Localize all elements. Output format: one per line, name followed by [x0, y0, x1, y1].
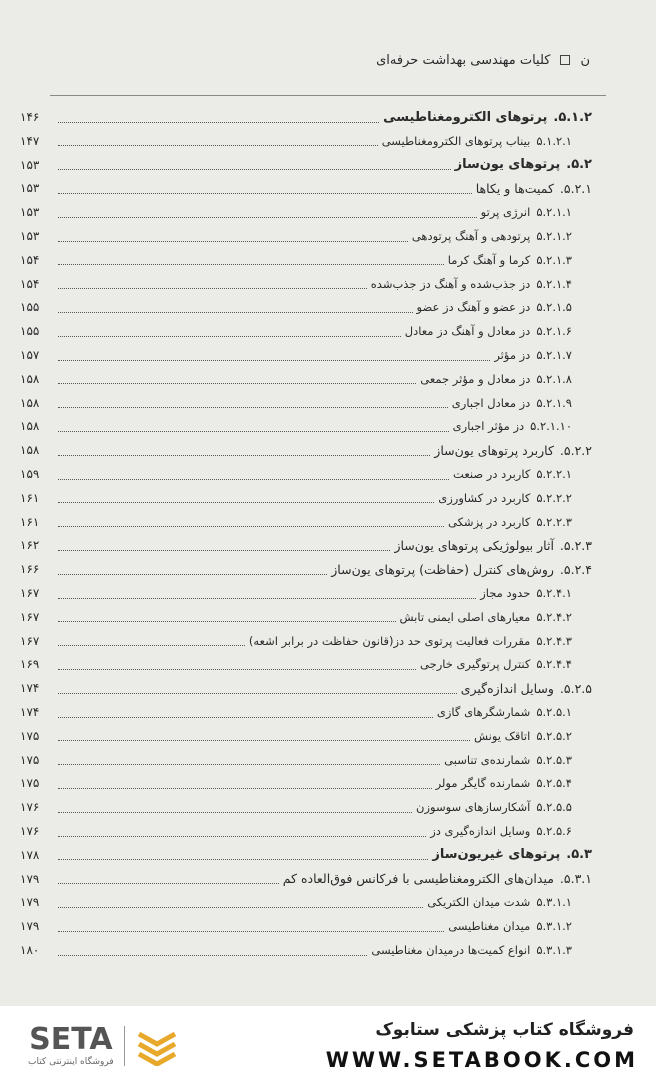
toc-entry-page: ۱۵۴: [20, 252, 40, 267]
book-stack-icon: [135, 1026, 179, 1066]
book-title: کلیات مهندسی بهداشت حرفه‌ای: [376, 52, 551, 68]
toc-entry-number: ۵.۲.۴.۴: [536, 657, 572, 672]
toc-entry-title: پرتودهی و آهنگ پرتودهی: [411, 229, 531, 243]
toc-entry-number: ۵.۲.۳.: [559, 537, 592, 553]
dot-leader: [58, 564, 327, 575]
toc-entry-title: انواع کمیت‌ها درمیدان مغناطیسی: [371, 943, 531, 957]
toc-entry: [20, 392, 592, 414]
toc-entry-page: ۱۵۹: [20, 467, 40, 481]
toc-entry: [20, 154, 592, 176]
dot-leader: [58, 207, 477, 218]
toc-entry-number: ۵.۲.۴.۲: [536, 609, 572, 624]
toc-entry-title: شمارنده‌ی تناسبی: [444, 752, 531, 767]
toc-entry-number: ۵.۳.۱.۳: [536, 943, 572, 957]
logo-subtitle: فروشگاه اینترنتی کتاب: [28, 1057, 114, 1067]
toc-entry-number: ۵.۲.۲.: [559, 442, 592, 458]
toc-entry-number: ۵.۲.۲.۱: [536, 467, 572, 481]
toc-entry-title: مقررات فعالیت پرتوی حد دز(قانون حفاظت در برابر اشعه): [248, 633, 531, 648]
toc-entry-title: پرتوهای غیریون‌ساز: [432, 847, 561, 863]
store-footer: [0, 1006, 656, 1080]
toc-entry-title: میدان مغناطیسی: [448, 919, 531, 934]
dot-leader: [58, 183, 472, 194]
toc-entry: [20, 177, 592, 199]
toc-entry: [20, 939, 592, 961]
toc-entry: [20, 368, 592, 390]
toc-entry-title: دز معادل و آهنگ دز معادل: [404, 324, 531, 339]
toc-entry-page: ۱۷۵: [20, 728, 40, 743]
toc-entry: [20, 772, 592, 794]
toc-entry: [20, 868, 592, 890]
toc-entry-title: پرتوهای الکترومغناطیسی: [383, 109, 548, 125]
toc-entry-number: ۵.۳.۱.: [559, 871, 592, 887]
toc-entry-number: ۵.۲.: [566, 157, 592, 173]
toc-entry: [20, 511, 592, 533]
toc-entry-title: کاربرد در کشاورزی: [438, 490, 531, 505]
toc-entry-number: ۵.۲.۱.: [559, 180, 592, 196]
toc-entry: [20, 844, 592, 866]
toc-entry-number: ۵.۳.۱.۲: [536, 919, 572, 934]
toc-entry-page: ۱۶۶: [20, 562, 40, 577]
toc-entry-title: کاربرد در صنعت: [453, 467, 531, 481]
dot-leader: [58, 231, 408, 242]
toc-entry-page: ۱۵۳: [20, 205, 40, 220]
dot-leader: [58, 849, 428, 860]
toc-entry-title: آثار بیولوژیکی پرتوهای یون‌ساز: [394, 537, 554, 553]
toc-entry-page: ۱۷۶: [20, 800, 40, 815]
toc-entry: [20, 749, 592, 771]
dot-leader: [58, 254, 444, 265]
dot-leader: [58, 754, 440, 765]
dot-leader: [58, 826, 426, 837]
square-bullet-icon: [560, 55, 570, 65]
toc-entry-number: ۵.۲.۵.۲: [536, 728, 572, 743]
toc-entry: [20, 701, 592, 723]
logo-wordmark: SETA: [29, 1022, 113, 1057]
toc-entry-title: پرتوهای یون‌ساز: [454, 157, 561, 173]
toc-entry: [20, 320, 592, 342]
toc-entry-page: ۱۵۸: [20, 371, 40, 386]
toc-entry: [20, 463, 592, 485]
toc-entry-number: ۵.۲.۵.۴: [536, 776, 572, 791]
toc-entry-page: ۱۶۹: [20, 657, 40, 672]
toc-entry-title: دز جذب‌شده و آهنگ دز جذب‌شده: [370, 276, 531, 291]
dot-leader: [58, 373, 416, 384]
toc-entry-page: ۱۷۹: [20, 871, 40, 886]
toc-entry: [20, 344, 592, 366]
toc-entry-page: ۱۸۰: [20, 943, 40, 957]
dot-leader: [58, 492, 434, 503]
toc-entry-number: ۵.۲.۱.۵: [536, 300, 572, 315]
toc-entry: [20, 415, 592, 437]
toc-entry-page: ۱۵۸: [20, 419, 40, 434]
toc-entry-number: ۵.۱.۲.: [553, 109, 592, 125]
toc-entry: [20, 558, 592, 580]
toc-entry-number: ۵.۲.۴.: [559, 561, 592, 577]
toc-entry-number: ۵.۲.۱.۸: [536, 371, 572, 386]
toc-entry: [20, 273, 592, 295]
toc-entry: [20, 725, 592, 747]
toc-entry-page: ۱۶۱: [20, 490, 40, 505]
toc-entry-title: کاربرد در پزشکی: [448, 514, 531, 529]
header-rule: [50, 95, 606, 96]
dot-leader: [58, 112, 379, 123]
toc-entry-page: ۱۷۹: [20, 895, 40, 910]
dot-leader: [58, 540, 390, 551]
toc-entry-number: ۵.۲.۵.۶: [536, 824, 572, 838]
toc-entry-title: معیارهای اصلی ایمنی تابش: [399, 609, 531, 624]
toc-entry-number: ۵.۲.۲.۳: [536, 514, 572, 529]
dot-leader: [58, 421, 449, 432]
dot-leader: [58, 683, 457, 694]
toc-entry-page: ۱۷۹: [20, 919, 40, 934]
toc-entry-number: ۵.۳.۱.۱: [536, 895, 572, 910]
toc-entry-title: کمیت‌ها و یکاها: [475, 180, 554, 196]
logo-divider: [124, 1026, 125, 1066]
toc-entry: [20, 630, 592, 652]
toc-entry: [20, 106, 592, 128]
dot-leader: [58, 469, 449, 480]
toc-entry-number: ۵.۲.۴.۱: [536, 586, 572, 600]
dot-leader: [58, 611, 396, 622]
page-letter: ن: [580, 52, 590, 68]
toc-entry-title: دز عضو و آهنگ دز عضو: [416, 300, 531, 315]
dot-leader: [58, 778, 432, 789]
page-header: [330, 48, 590, 72]
toc-entry-number: ۵.۲.۱.۷: [536, 348, 572, 362]
toc-entry: [20, 249, 592, 271]
dot-leader: [58, 516, 444, 527]
toc-entry-page: ۱۴۶: [20, 110, 40, 124]
dot-leader: [58, 135, 378, 146]
toc-entry: [20, 582, 592, 604]
toc-entry-page: ۱۵۳: [20, 181, 40, 196]
toc-entry-title: کاربرد پرتوهای یون‌ساز: [434, 442, 554, 458]
dot-leader: [58, 302, 413, 313]
dot-leader: [58, 635, 245, 646]
toc-entry-page: ۱۷۸: [20, 847, 40, 862]
toc-entry-page: ۱۵۸: [20, 395, 40, 410]
store-logo[interactable]: [28, 1024, 248, 1068]
toc-entry-page: ۱۷۵: [20, 752, 40, 767]
toc-entry-number: ۵.۲.۱.۹: [536, 395, 572, 410]
dot-leader: [58, 445, 430, 456]
toc-entry-title: میدان‌های الکترومغناطیسی با فرکانس فوق‌العاده کم: [282, 871, 554, 887]
dot-leader: [58, 730, 470, 741]
toc-entry-title: اتاقک یونش: [473, 728, 531, 743]
toc-entry-number: ۵.۱.۲.۱: [536, 133, 572, 148]
toc-entry-title: انرژی پرتو: [480, 205, 531, 220]
toc-entry-title: کنترل پرتوگیری خارجی: [420, 657, 531, 672]
dot-leader: [58, 326, 401, 337]
toc-entry-page: ۱۵۸: [20, 443, 40, 458]
toc-entry-page: ۱۵۷: [20, 348, 40, 362]
toc-entry: [20, 820, 592, 842]
dot-leader: [58, 588, 476, 599]
toc-entry: [20, 439, 592, 461]
dot-leader: [58, 278, 367, 289]
toc-entry: [20, 296, 592, 318]
toc-entry-title: شمارشگرهای گازی: [436, 705, 531, 719]
toc-entry-number: ۵.۲.۱.۱: [536, 205, 572, 220]
toc-entry-page: ۱۷۴: [20, 705, 40, 719]
dot-leader: [58, 707, 433, 718]
toc-entry-title: وسایل اندازه‌گیری: [460, 680, 554, 696]
toc-entry: [20, 606, 592, 628]
toc-entry-page: ۱۶۱: [20, 514, 40, 529]
toc-entry-page: ۱۵۵: [20, 300, 40, 315]
toc-entry-page: ۱۶۷: [20, 609, 40, 624]
toc-entry-title: روش‌های کنترل (حفاظت) پرتوهای یون‌ساز: [331, 561, 554, 577]
toc-entry-page: ۱۷۵: [20, 776, 40, 791]
toc-entry-number: ۵.۳.: [566, 847, 592, 863]
toc-entry-number: ۵.۲.۴.۳: [536, 633, 572, 648]
dot-leader: [58, 921, 444, 932]
toc-entry: [20, 534, 592, 556]
toc-entry-page: ۱۷۶: [20, 824, 40, 838]
dot-leader: [58, 350, 490, 361]
toc-entry: [20, 653, 592, 675]
toc-entry-page: ۱۵۴: [20, 276, 40, 291]
toc-entry: [20, 201, 592, 223]
store-name: فروشگاه کتاب پزشکی ستابوک: [375, 1020, 634, 1040]
toc-entry-title: آشکارسازهای سوسوزن: [416, 800, 531, 815]
toc-entry-page: ۱۵۳: [20, 157, 40, 172]
toc-entry-number: ۵.۲.۱.۶: [536, 324, 572, 339]
dot-leader: [58, 159, 451, 170]
toc-entry: [20, 891, 592, 913]
toc-entry-number: ۵.۲.۵.۱: [536, 705, 572, 719]
toc-entry-title: دز معادل و مؤثر جمعی: [420, 371, 531, 386]
dot-leader: [58, 659, 416, 670]
toc-entry-number: ۵.۲.۱.۳: [536, 252, 572, 267]
toc-entry-title: شدت میدان الکتریکی: [427, 895, 531, 910]
store-url-link[interactable]: WWW.SETABOOK.COM: [325, 1048, 638, 1072]
toc-entry-page: ۱۶۷: [20, 586, 40, 600]
toc-entry-page: ۱۶۷: [20, 633, 40, 648]
dot-leader: [58, 873, 279, 884]
toc-entry-page: ۱۶۲: [20, 538, 40, 553]
dot-leader: [58, 897, 423, 908]
toc-entry-number: ۵.۲.۱.۲: [536, 229, 572, 243]
dot-leader: [58, 397, 448, 408]
toc-entry: [20, 225, 592, 247]
toc-entry: [20, 796, 592, 818]
dot-leader: [58, 802, 412, 813]
toc-entry-title: دز معادل اجباری: [451, 395, 531, 410]
toc-entry-number: ۵.۲.۲.۲: [536, 490, 572, 505]
toc-entry-title: دز مؤثر اجباری: [452, 419, 525, 434]
toc-entry-number: ۵.۲.۵.۳: [536, 752, 572, 767]
toc-entry-title: شمارنده گایگر مولر: [435, 776, 531, 791]
toc-entry-number: ۵.۲.۵.: [559, 680, 592, 696]
toc-entry-page: ۱۴۷: [20, 133, 40, 148]
toc-entry-title: حدود مجاز: [480, 586, 531, 600]
toc-entry: [20, 130, 592, 152]
toc-entry-title: کرما و آهنگ کرما: [447, 252, 531, 267]
toc-entry: [20, 677, 592, 699]
toc-entry-number: ۵.۲.۱.۱۰: [530, 419, 572, 434]
toc-entry-page: ۱۷۴: [20, 681, 40, 696]
toc-entry: [20, 487, 592, 509]
toc-entry-title: وسایل اندازه‌گیری دز: [430, 824, 531, 838]
toc-entry-number: ۵.۲.۱.۴: [536, 276, 572, 291]
toc-entry-title: دز مؤثر: [494, 348, 531, 362]
toc-entry-number: ۵.۲.۵.۵: [536, 800, 572, 815]
toc-entry: [20, 915, 592, 937]
dot-leader: [58, 945, 367, 956]
toc-entry-page: ۱۵۳: [20, 229, 40, 243]
toc-entry-page: ۱۵۵: [20, 324, 40, 339]
toc-entry-title: بیناب پرتوهای الکترومغناطیسی: [381, 133, 531, 148]
